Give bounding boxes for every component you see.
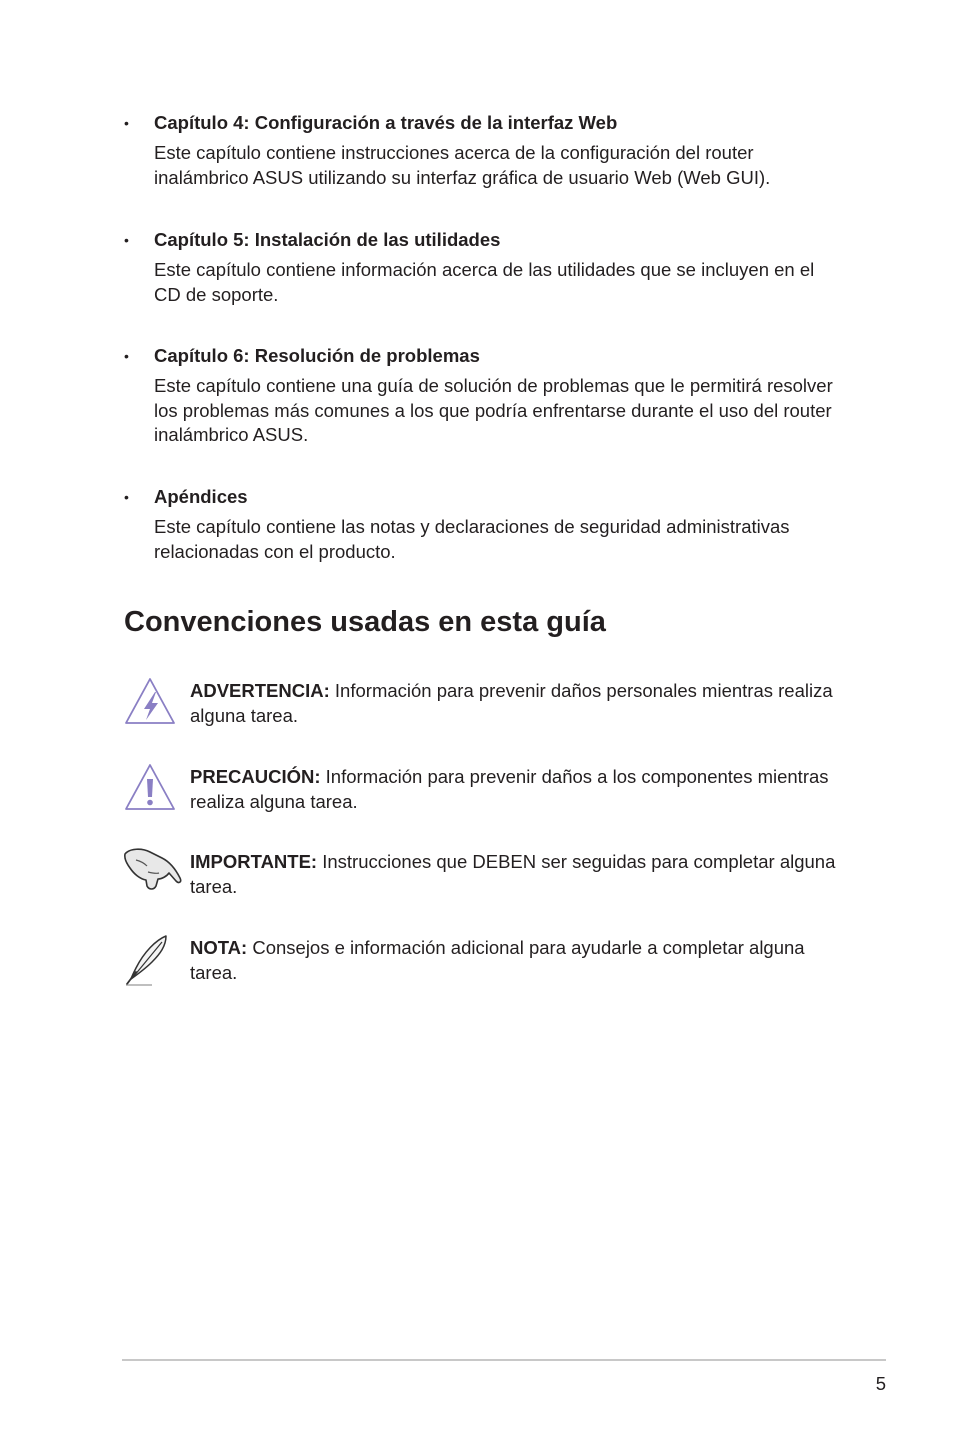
convention-text: Información para prevenir daños personales mientras realiza alguna tarea. (190, 680, 833, 726)
feather-pen-icon (122, 932, 178, 988)
convention-label: PRECAUCIÓN: (190, 766, 321, 787)
bullet: • (124, 232, 129, 248)
chapter-title: Capítulo 4: Configuración a través de la interfaz Web (154, 112, 618, 133)
convention-label: IMPORTANTE: (190, 851, 318, 872)
bullet: • (124, 348, 129, 364)
chapter-description: Este capítulo contiene información acerca de las utilidades que se incluyen en el CD de soporte. (154, 259, 815, 305)
bullet: • (124, 115, 129, 131)
convention-text: Instrucciones que DEBEN ser seguidas para completar alguna tarea. (190, 851, 836, 897)
chapter-title: Capítulo 6: Resolución de problemas (154, 345, 480, 366)
convention-text: Consejos e información adicional para ayudarle a completar alguna tarea. (190, 937, 805, 983)
footer-divider (122, 1359, 886, 1361)
pointing-hand-icon (122, 846, 178, 902)
chapter-title: Capítulo 5: Instalación de las utilidades (154, 229, 501, 250)
warning-lightning-icon (122, 675, 178, 731)
convention-label: ADVERTENCIA: (190, 680, 330, 701)
chapter-description: Este capítulo contiene instrucciones acerca de la configuración del router inalámbrico ASUS utilizando su interfaz gráfica de usuario Web (Web GUI). (154, 142, 771, 188)
caution-exclamation-icon (122, 761, 178, 817)
chapter-description: Este capítulo contiene las notas y declaraciones de seguridad administrativas relacionadas con el producto. (154, 516, 790, 562)
section-heading: Convenciones usadas en esta guía (124, 606, 606, 638)
chapter-title: Apéndices (154, 486, 248, 507)
convention-text: Información para prevenir daños a los componentes mientras realiza alguna tarea. (190, 766, 829, 812)
bullet: • (124, 489, 129, 505)
chapter-description: Este capítulo contiene una guía de solución de problemas que le permitirá resolver los problemas más comunes a los que podría enfrentarse durante el uso del router inalámbrico ASUS. (154, 375, 833, 445)
page-number: 5 (875, 1373, 886, 1394)
convention-label: NOTA: (190, 937, 248, 958)
